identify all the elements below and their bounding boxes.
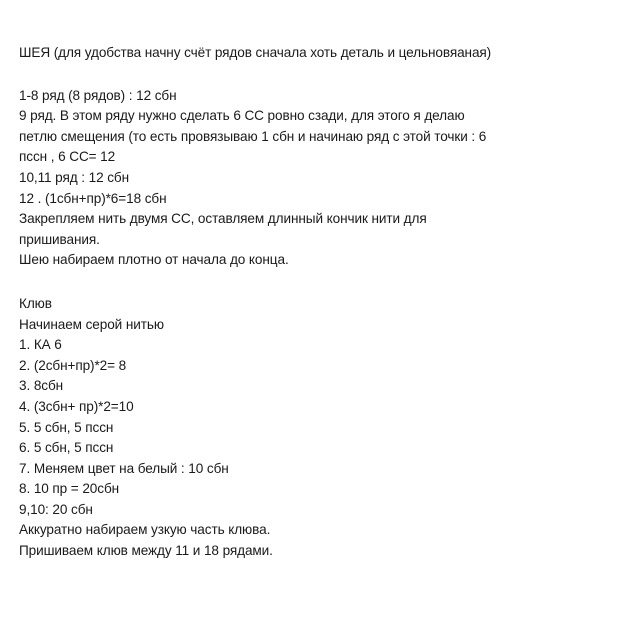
neck-line: 9 ряд. В этом ряду нужно сделать 6 СС ровно сзади, для этого я делаю [19, 108, 465, 124]
beak-line: 3. 8сбн [19, 378, 64, 394]
beak-line: 8. 10 пр = 20сбн [19, 481, 120, 497]
beak-title: Клюв [19, 295, 52, 311]
neck-title: ШЕЯ (для удобства начну счёт рядов сначала хоть деталь и цельновяаная) [19, 45, 492, 60]
beak-line: 9,10: 20 сбн [19, 501, 93, 517]
neck-line: 10,11 ряд : 12 сбн [19, 169, 130, 185]
beak-line: 1. КА 6 [19, 337, 62, 353]
beak-line: 5. 5 сбн, 5 пссн [19, 419, 114, 435]
beak-line: 6. 5 сбн, 5 пссн [19, 440, 114, 456]
beak-line: Аккуратно набираем узкую часть клюва. [19, 522, 271, 538]
neck-line: петлю смещения (то есть провязываю 1 сбн и начинаю ряд с этой точки : 6 [19, 128, 487, 144]
beak-line: 4. (3сбн+ пр)*2=10 [19, 398, 134, 414]
neck-line: Закрепляем нить двумя СС, оставляем длинный кончик нити для [19, 211, 427, 227]
beak-line: Начинаем серой нитью [19, 316, 164, 332]
spacer [19, 64, 615, 86]
beak-line: Пришиваем клюв между 11 и 18 рядами. [19, 543, 273, 559]
neck-line: Шею набираем плотно от начала до конца. [19, 252, 289, 268]
spacer [19, 271, 615, 294]
neck-line: пришивания. [19, 231, 100, 247]
neck-line: 1-8 ряд (8 рядов) : 12 сбн [19, 87, 177, 103]
neck-line: пссн , 6 СС= 12 [19, 149, 116, 165]
beak-line: 2. (2сбн+пр)*2= 8 [19, 357, 127, 373]
pattern-text [19, 43, 615, 562]
beak-line: 7. Меняем цвет на белый : 10 сбн [19, 460, 229, 476]
neck-line: 12 . (1сбн+пр)*6=18 сбн [19, 190, 167, 206]
